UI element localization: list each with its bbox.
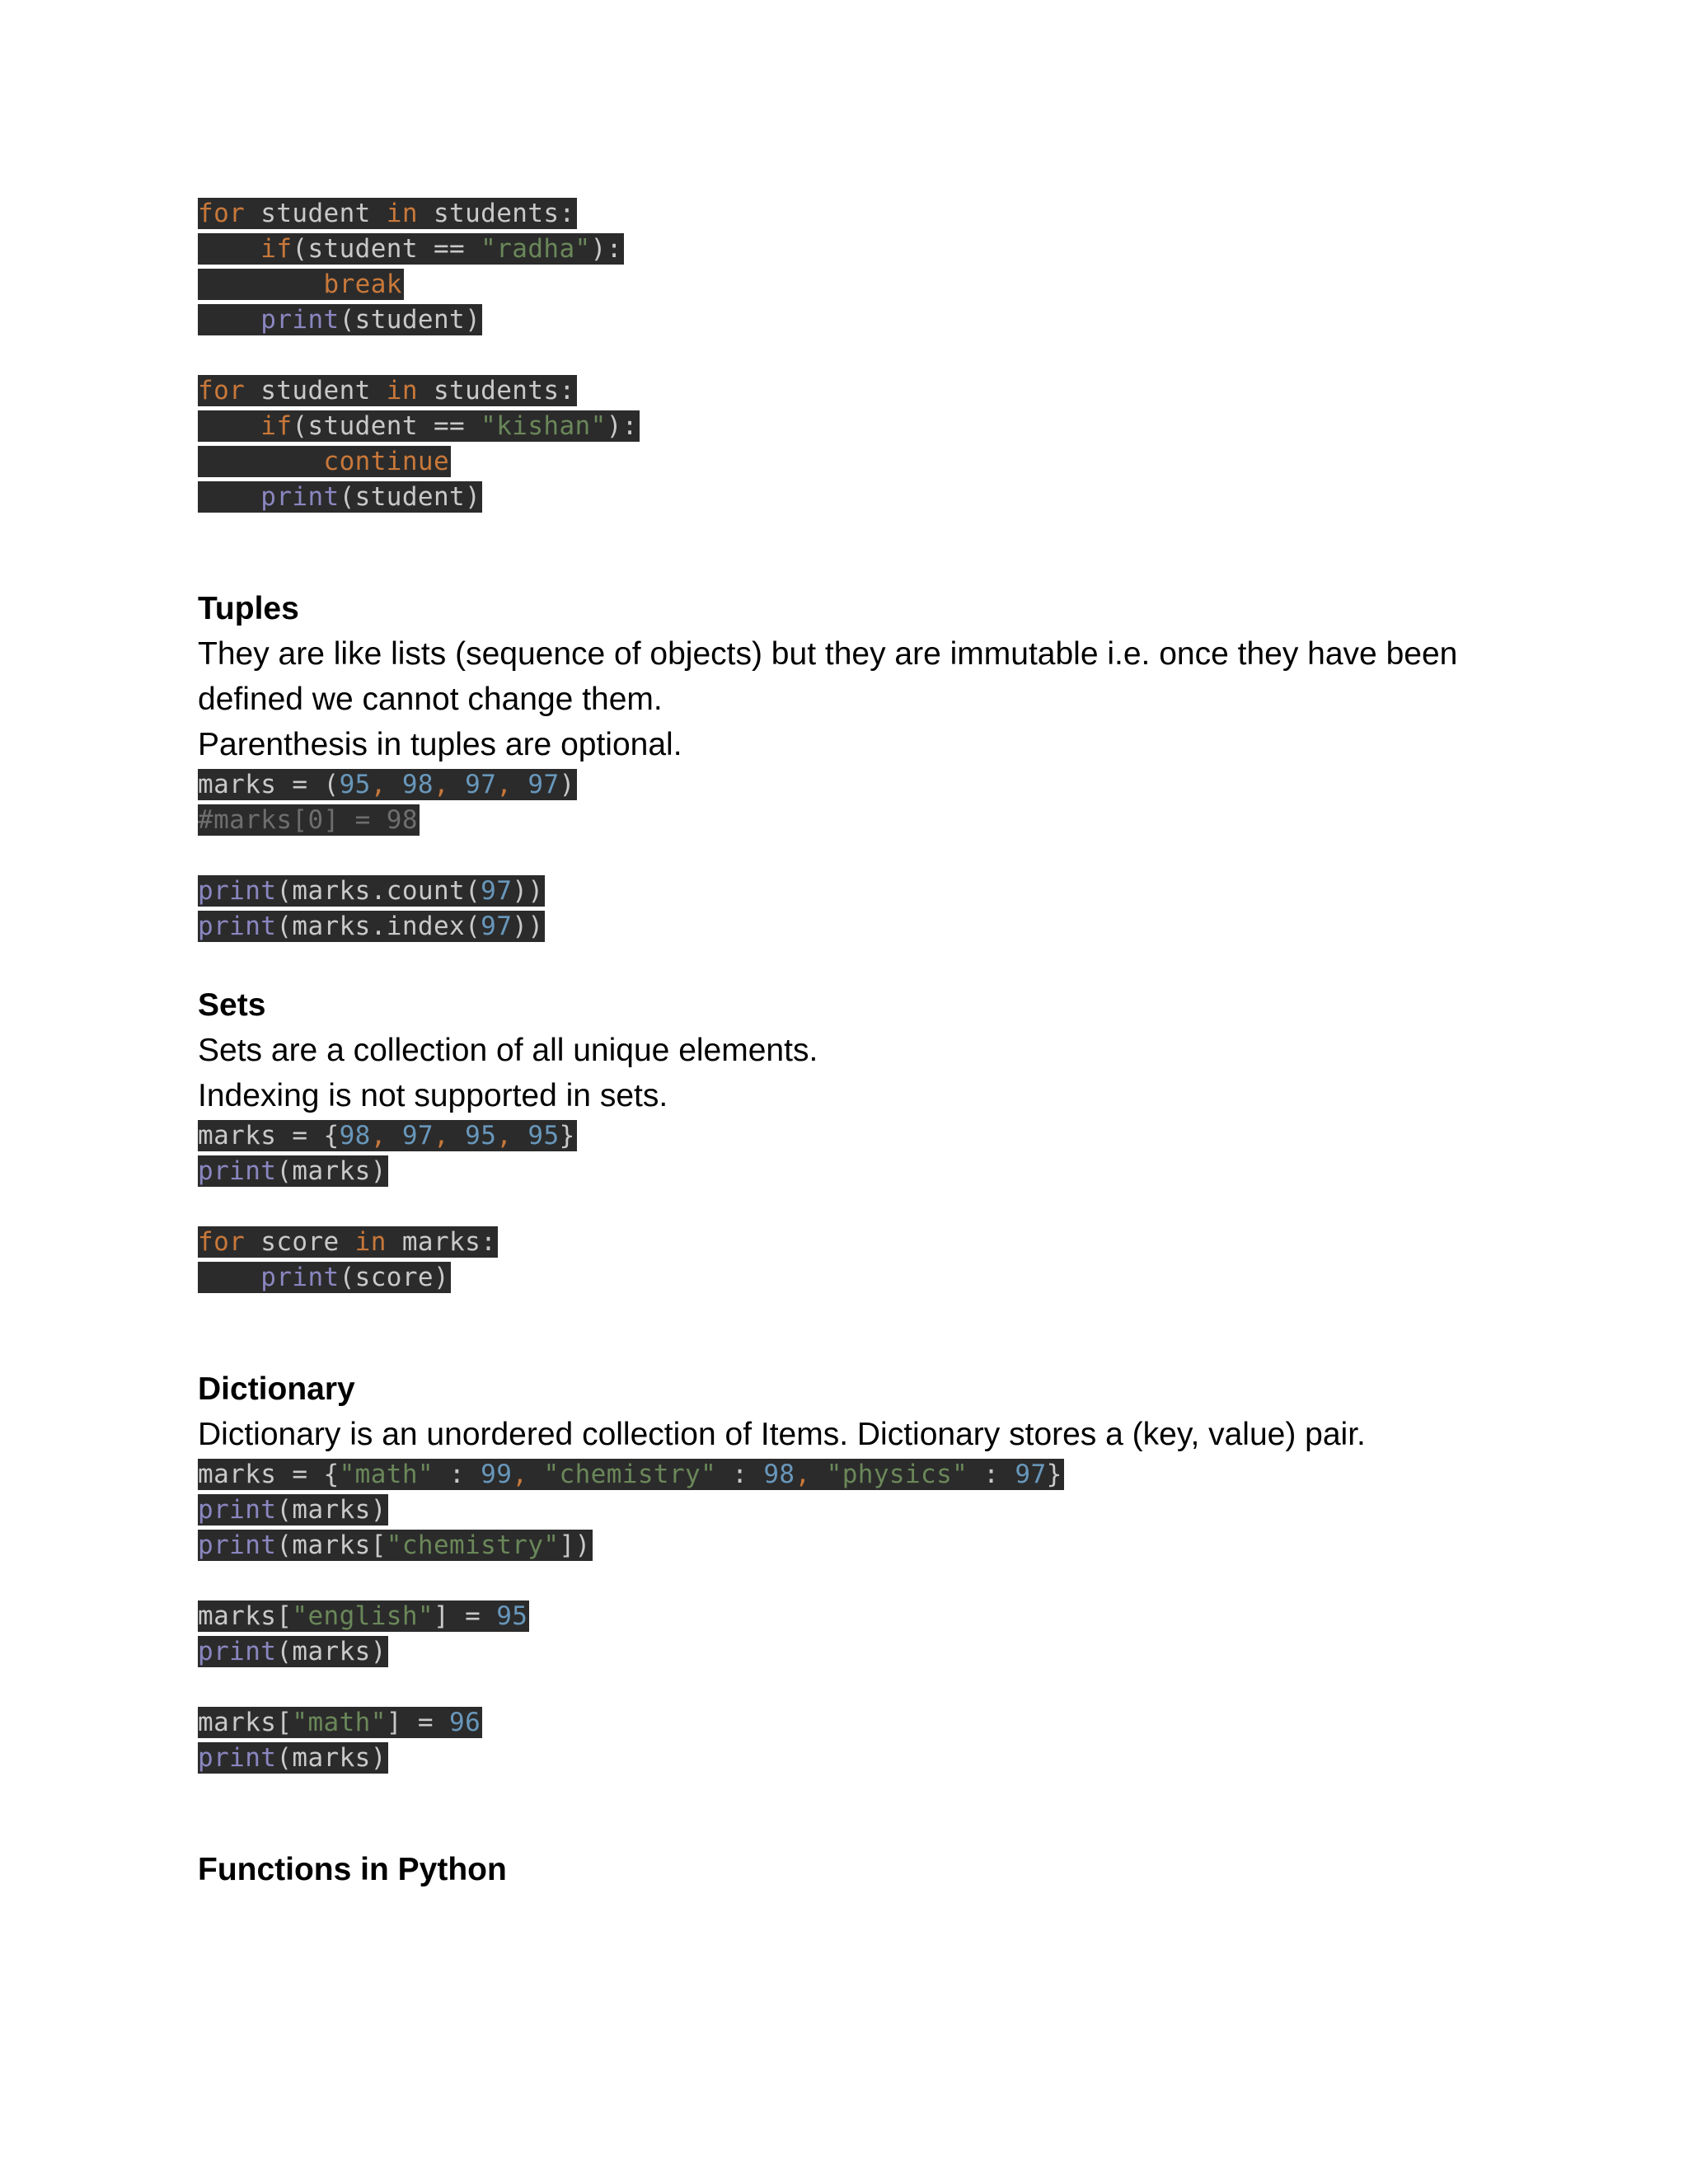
code-line: print(marks.count(97)) — [198, 876, 544, 906]
code-block-set-loop — [198, 1225, 1533, 1296]
code-block-continue-loop — [198, 373, 1533, 515]
code-line: continue — [198, 444, 1533, 480]
tuples-note: Parenthesis in tuples are optional. — [198, 727, 682, 762]
code-line: marks = {98, 97, 95, 95} — [198, 1121, 575, 1151]
code-line: print(marks) — [198, 1495, 387, 1525]
code-block-dict-add — [198, 1599, 1533, 1670]
tuples-description: They are like lists (sequence of objects) but they are immutable i.e. once they have been defined we cannot change them. — [198, 636, 1458, 717]
code-line: if(student == "kishan"): — [198, 409, 1533, 444]
sets-description: Sets are a collection of all unique elements. — [198, 1033, 818, 1068]
code-line: print(marks) — [198, 1743, 387, 1773]
code-line: for student in students: — [198, 199, 575, 228]
code-line: marks = {"math" : 99, "chemistry" : 98, "physics" : 97} — [198, 1460, 1062, 1489]
code-block-break-loop — [198, 196, 1533, 338]
code-line: print(marks.index(97)) — [198, 912, 544, 941]
code-block-set-define — [198, 1118, 1533, 1189]
section-heading-dictionary: Dictionary — [198, 1371, 355, 1407]
code-block-tuple-methods — [198, 874, 1533, 944]
code-line: print(marks) — [198, 1156, 387, 1186]
code-line: print(marks) — [198, 1637, 387, 1666]
code-line: print(marks["chemistry"]) — [198, 1530, 591, 1560]
code-line: break — [198, 267, 1533, 302]
section-heading-functions: Functions in Python — [198, 1852, 507, 1887]
code-line: if(student == "radha"): — [198, 232, 1533, 267]
code-block-tuple-define — [198, 767, 1533, 838]
document-page — [198, 196, 1533, 1892]
code-block-dict-update — [198, 1705, 1533, 1776]
code-line: for score in marks: — [198, 1227, 497, 1257]
code-line: marks = (95, 98, 97, 97) — [198, 770, 575, 799]
code-line: print(student) — [198, 480, 1533, 515]
dictionary-description: Dictionary is an unordered collection of Items. Dictionary stores a (key, value) pair. — [198, 1417, 1366, 1452]
code-line: marks["math"] = 96 — [198, 1708, 481, 1737]
code-line: marks["english"] = 95 — [198, 1601, 528, 1631]
code-line: print(score) — [198, 1260, 1533, 1296]
code-line: for student in students: — [198, 376, 575, 405]
section-heading-tuples: Tuples — [198, 591, 299, 626]
code-line: print(student) — [198, 302, 1533, 338]
code-line: #marks[0] = 98 — [198, 805, 418, 835]
section-heading-sets: Sets — [198, 987, 266, 1023]
sets-note: Indexing is not supported in sets. — [198, 1078, 668, 1113]
code-block-dict-define — [198, 1457, 1533, 1563]
